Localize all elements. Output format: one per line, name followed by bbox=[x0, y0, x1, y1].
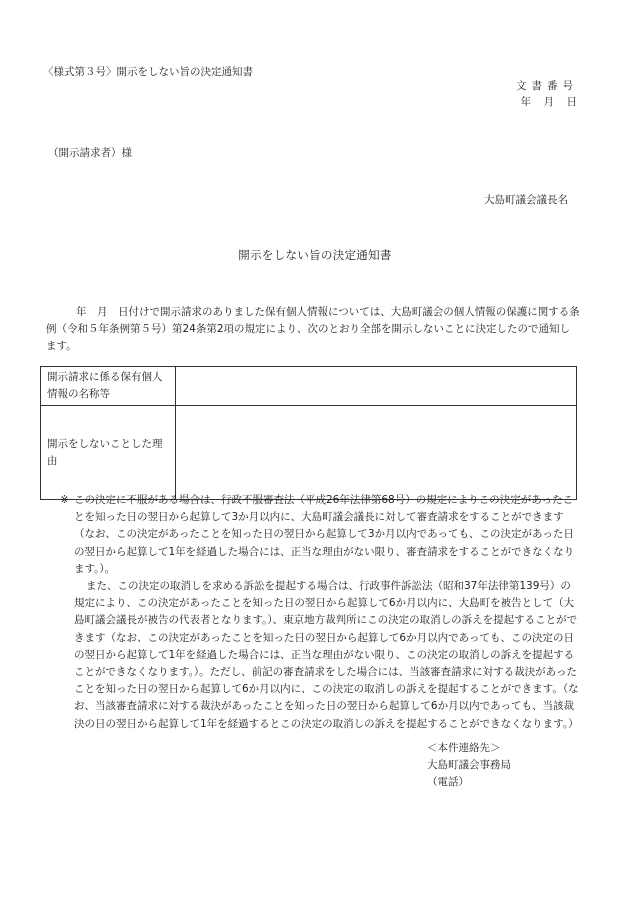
reason-value bbox=[176, 406, 577, 500]
date-line: 年 月 日 bbox=[520, 96, 578, 108]
body-paragraph: 年 月 日付けで開示請求のありました保有個人情報については、大島町議会の個人情報の保護に関する条例（令和５年条例第５号）第24条第2項の規定により、次のとおり全部を開示しないことに決定したので通知します。 bbox=[46, 306, 580, 352]
note-text-1: この決定に不服がある場合は、行政不服審査法（平成26年法律第68号）の規定によりこの決定があったことを知った日の翌日から起算して3か月以内に、大島町議会議長に対して審査請求をすることができます（なお、この決定があったことを知った日の翌日から起算して3か月以内であっても、この決定があった日の翌日から起算して1年を経過した場合には、正当な理由がない限り、審査請求をすることができなくなります。）。 bbox=[74, 494, 575, 575]
info-name-value bbox=[176, 367, 577, 406]
contact-block bbox=[427, 740, 511, 791]
info-name-label: 開示請求に係る保有個人情報の名称等 bbox=[41, 367, 176, 406]
document-number-label: 文書番号 bbox=[516, 80, 578, 92]
note-paragraph-1 bbox=[46, 492, 580, 578]
sender: 大島町議会議長名 bbox=[484, 194, 568, 206]
contact-heading: ＜本件連絡先＞ bbox=[427, 742, 501, 754]
note-paragraph-2: また、この決定の取消しを求める訴訟を提起する場合は、行政事件訴訟法（昭和37年法律第139号）の規定により、この決定があったことを知った日の翌日から起算して6か月以内に、大島町を被告として（大島町議会議長が被告の代表者となります。）、東京地方裁判所にこの決定の取消しの訴えを提起することができます（なお、この決定があったことを知った日の翌日から起算して6か月以内であっても、この決定の日の翌日から起算して1年を経過した場合には、正当な理由がない限り、この決定の取消しの訴えを提起することができなくなります。）。ただし、前記の審査請求をした場合には、当該審査請求に対する裁決があったことを知った日の翌日から起算して6か月以内に、この決定の取消しの訴えを提起することができます。（なお、当該審査請求に対する裁決があったことを知った日の翌日から起算して6か月以内であっても、当該裁決の日の翌日から起算して1年を経過するとこの決定の取消しの訴えを提起することができなくなります。） bbox=[74, 580, 579, 730]
table-row bbox=[41, 406, 577, 500]
contact-office: 大島町議会事務局 bbox=[427, 759, 511, 771]
document-title: 開示をしない旨の決定通知書 bbox=[238, 248, 392, 262]
recipient: （開示請求者）様 bbox=[48, 147, 132, 159]
notes bbox=[46, 492, 580, 733]
contact-phone: （電話） bbox=[427, 776, 469, 788]
info-table bbox=[40, 366, 577, 500]
note-mark: ※ bbox=[60, 494, 69, 506]
reason-label: 開示をしないことした理由 bbox=[41, 406, 176, 500]
table-row bbox=[41, 367, 577, 406]
form-label: 〈様式第３号〉開示をしない旨の決定通知書 bbox=[43, 66, 253, 78]
body-text bbox=[46, 304, 580, 355]
